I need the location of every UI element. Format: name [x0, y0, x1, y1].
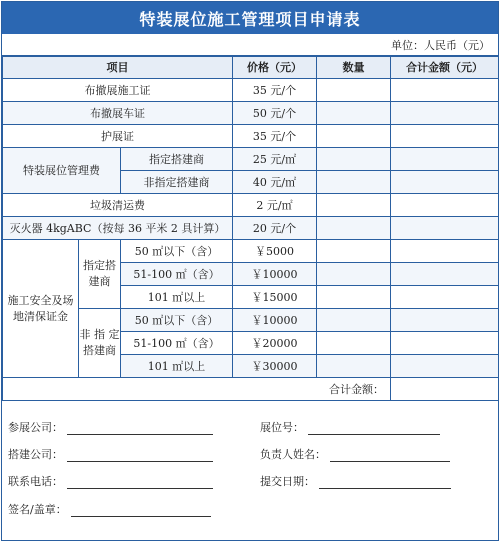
total-cell[interactable]: [391, 148, 499, 171]
price-cell: 40 元/㎡: [233, 171, 317, 194]
price-cell: ￥20000: [233, 332, 317, 355]
header-total: 合计金额（元）: [391, 57, 499, 79]
qty-cell[interactable]: [317, 263, 391, 286]
currency-unit: 单位：人民币（元）: [2, 34, 498, 56]
fee-table: [2, 56, 499, 401]
phone-input[interactable]: [67, 476, 213, 489]
total-cell[interactable]: [391, 102, 499, 125]
price-cell: 35 元/个: [233, 125, 317, 148]
table-row: [3, 102, 499, 125]
total-cell[interactable]: [391, 79, 499, 102]
contact-label: 负责人姓名：: [260, 448, 326, 461]
deposit-size: 50 ㎡以下（含）: [121, 240, 233, 263]
exhibitor-input[interactable]: [67, 422, 213, 435]
booth-no-input[interactable]: [308, 422, 440, 435]
form-title: 特装展位施工管理项目申请表: [2, 2, 498, 34]
deposit-size: 101 ㎡以上: [121, 355, 233, 378]
price-cell: 35 元/个: [233, 79, 317, 102]
price-cell: ￥10000: [233, 263, 317, 286]
price-cell: ￥5000: [233, 240, 317, 263]
qty-cell[interactable]: [317, 309, 391, 332]
table-row: [3, 240, 499, 263]
price-cell: ￥30000: [233, 355, 317, 378]
phone-label: 联系电话：: [8, 475, 63, 488]
price-cell: 20 元/个: [233, 217, 317, 240]
total-cell[interactable]: [391, 125, 499, 148]
header-price: 价格（元）: [233, 57, 317, 79]
deposit-size: 51-100 ㎡（含）: [121, 263, 233, 286]
signature-field: [8, 501, 211, 517]
exhibitor-field: [8, 419, 213, 435]
item-garbage-fee: 垃圾清运费: [3, 194, 233, 217]
application-form: [1, 1, 499, 541]
item-exhibit-guard-pass: 护展证: [3, 125, 233, 148]
table-row: [3, 217, 499, 240]
price-cell: ￥10000: [233, 309, 317, 332]
item-booth-management-fee: 特装展位管理费: [3, 148, 121, 194]
grand-total-value[interactable]: [391, 378, 499, 401]
item-safety-deposit: 施工安全及场地清保证金: [3, 240, 79, 378]
deposit-size: 51-100 ㎡（含）: [121, 332, 233, 355]
qty-cell[interactable]: [317, 355, 391, 378]
item-vehicle-pass: 布撤展车证: [3, 102, 233, 125]
total-row: [3, 378, 499, 401]
total-cell[interactable]: [391, 217, 499, 240]
qty-cell[interactable]: [317, 148, 391, 171]
table-row: [3, 79, 499, 102]
total-cell[interactable]: [391, 286, 499, 309]
deposit-size: 101 ㎡以上: [121, 286, 233, 309]
contact-input[interactable]: [330, 449, 450, 462]
deposit-designated-builder: 指定搭建商: [79, 240, 121, 309]
qty-cell[interactable]: [317, 171, 391, 194]
item-construction-pass: 布撤展施工证: [3, 79, 233, 102]
submit-date-label: 提交日期：: [260, 475, 315, 488]
qty-cell[interactable]: [317, 332, 391, 355]
header-item: 项目: [3, 57, 233, 79]
builder-field: [8, 446, 213, 462]
qty-cell[interactable]: [317, 286, 391, 309]
total-cell[interactable]: [391, 171, 499, 194]
qty-cell[interactable]: [317, 217, 391, 240]
price-cell: 50 元/个: [233, 102, 317, 125]
contact-field: [260, 446, 450, 462]
deposit-non-designated-builder: 非 指 定 搭建商: [79, 309, 121, 378]
booth-no-label: 展位号：: [260, 421, 304, 434]
table-header-row: [3, 57, 499, 79]
signature-input[interactable]: [71, 504, 211, 517]
total-cell[interactable]: [391, 309, 499, 332]
grand-total-label: 合计金额：: [3, 378, 391, 401]
qty-cell[interactable]: [317, 79, 391, 102]
total-cell[interactable]: [391, 355, 499, 378]
applicant-info-section: [2, 401, 498, 532]
price-cell: 2 元/㎡: [233, 194, 317, 217]
total-cell[interactable]: [391, 263, 499, 286]
table-row: [3, 125, 499, 148]
submit-date-field: [260, 473, 451, 489]
sub-non-designated-builder: 非指定搭建商: [121, 171, 233, 194]
qty-cell[interactable]: [317, 194, 391, 217]
total-cell[interactable]: [391, 194, 499, 217]
qty-cell[interactable]: [317, 125, 391, 148]
price-cell: 25 元/㎡: [233, 148, 317, 171]
total-cell[interactable]: [391, 332, 499, 355]
header-qty: 数量: [317, 57, 391, 79]
table-row: [3, 148, 499, 171]
builder-input[interactable]: [67, 449, 213, 462]
builder-label: 搭建公司：: [8, 448, 63, 461]
total-cell[interactable]: [391, 240, 499, 263]
table-row: [3, 194, 499, 217]
qty-cell[interactable]: [317, 240, 391, 263]
exhibitor-label: 参展公司：: [8, 421, 63, 434]
phone-field: [8, 473, 213, 489]
sub-designated-builder: 指定搭建商: [121, 148, 233, 171]
price-cell: ￥15000: [233, 286, 317, 309]
booth-no-field: [260, 419, 440, 435]
submit-date-input[interactable]: [319, 476, 451, 489]
signature-label: 签名/盖章：: [8, 503, 67, 516]
qty-cell[interactable]: [317, 102, 391, 125]
deposit-size: 50 ㎡以下（含）: [121, 309, 233, 332]
item-fire-extinguisher: 灭火器 4kgABC（按每 36 平米 2 具计算）: [3, 217, 233, 240]
